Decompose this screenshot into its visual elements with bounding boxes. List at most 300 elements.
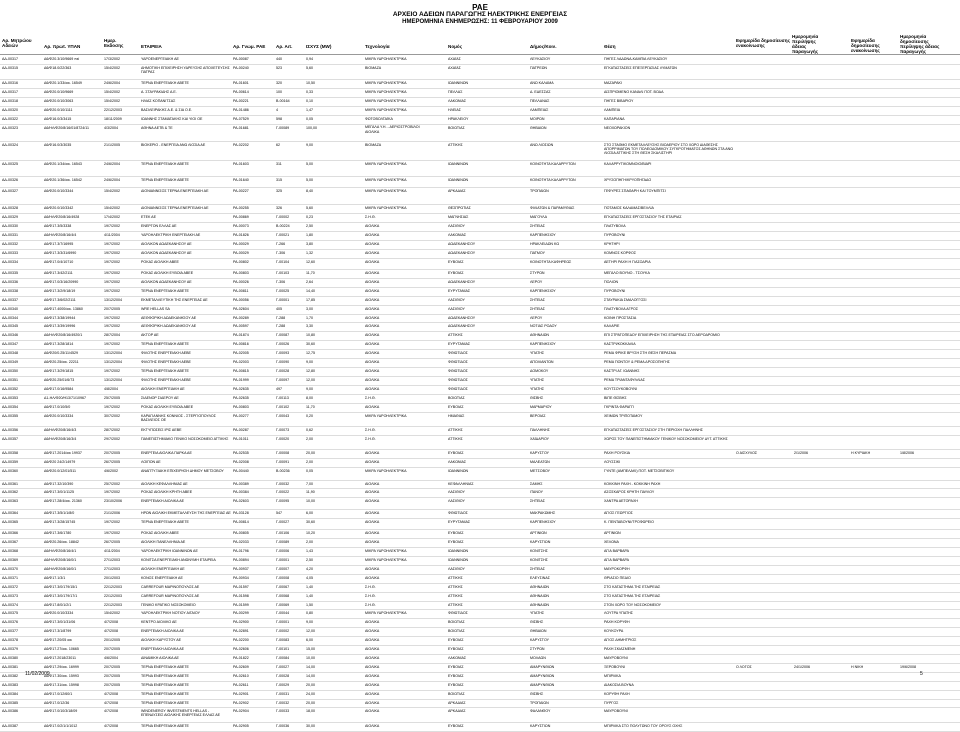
table-cell-c1: ΑΔ-00380 [2, 656, 18, 660]
table-cell-c3: 20/7/2005 [104, 647, 120, 652]
table-cell-c5: ΡΑ-02610 [233, 673, 249, 678]
table-cell-c11: Κ. ΠΕΝΤΑΒΟΥΝΙ/ΤΡΟΦΩΡΕΙΟ [604, 519, 654, 524]
table-cell-c6: Γ-00001 [276, 297, 290, 302]
table-row [0, 628, 960, 637]
table-cell-c3: 15/4/2002 [104, 65, 120, 70]
table-cell-c4: ΡΟΚΑΣ ΑΙΟΛΙΚΗ ΕΥΒΟΙΑ ΑΒΕΕ [141, 271, 194, 276]
table-cell-c2: Δ6/Φ20.0/10/3334 [44, 611, 74, 616]
table-cell-c3: 25/7/2005 [104, 395, 120, 400]
table-cell-c6: 497 [276, 386, 282, 391]
table-row [0, 377, 960, 386]
table-cell-c1: ΑΔ-00382 [2, 673, 18, 678]
table-cell-c8: Σ.Η.Θ. [365, 602, 376, 607]
table-cell-c3: 4/7/2008 [104, 620, 118, 625]
table-cell-c4: ΔΙΟΝΙΑΝΝΙΣΟΣ ΤΕΡΝΑ ΕΝΕΡΓΕΙΑΚΗ ΑΕ [141, 206, 209, 211]
table-cell-c1: ΑΔ-00373 [2, 593, 18, 598]
table-cell-c3: 19/7/2002 [104, 279, 120, 284]
table-cell-c9: ΕΥΒΟΙΑΣ [448, 259, 464, 264]
table-cell-c7: 10,00 [306, 499, 315, 504]
table-cell-c4: ΤΕΡΝΑ ΕΝΕΡΓΕΙΑΚΗ ΑΒΕΤΕ [141, 369, 189, 374]
table-cell-c8: ΑΙΟΛΙΚΑ [365, 566, 380, 571]
table-cell-c8: ΑΙΟΛΙΚΑ [365, 700, 380, 705]
table-cell-c5: ΡΑ-01599 [233, 602, 249, 607]
table-cell-c4: ΠΑΝΕΠΙΣΤΗΜΙΑΚΟ ΓΕΝΙΚΟ ΝΟΣΟΚΟΜΕΙΟ ΑΤΤΙΚΗΣ [141, 436, 229, 441]
table-cell-c3: 23/10/2006 [104, 499, 122, 504]
table-cell-c2: Δ6/Φ20.0/10/1111 [44, 108, 73, 113]
table-cell-c3: 4/7/2008 [104, 723, 118, 728]
table-cell-c6: Γ-00028 [276, 369, 290, 374]
table-cell-c1: ΑΔ-00316 [2, 81, 18, 86]
table-cell-c3: 17/3/2002 [104, 57, 120, 61]
table-row [0, 323, 960, 332]
table-cell-c4: ΛΟΙΠΟΝ ΑΕ [141, 459, 161, 464]
table-cell-c6: Γ-00103 [276, 271, 290, 276]
table-cell-c3: 19/7/2002 [104, 250, 120, 255]
table-cell-c2: Δ6/Φ17.29/οικ. 16999 [44, 664, 79, 669]
table-cell-c3: 4/3/2004 [104, 125, 118, 130]
table-cell-c6: Γ-306 [276, 279, 286, 284]
table-cell-c1: ΑΔ-00362 [2, 490, 18, 495]
table-cell-c5: ΡΑ-02611 [233, 682, 249, 687]
table-cell-c9: ΘΕΣΠΡΩΤΙΑΣ [448, 206, 471, 211]
table-cell-c11: ΚΑΛΑΡΙΕ [604, 324, 620, 329]
table-cell-c11: ΚΟΥΚΟΥΡΑ [604, 629, 624, 634]
table-cell-c10: ΥΠΑΤΗΣ [530, 611, 545, 616]
table-row [0, 637, 960, 646]
table-cell-c10: ΑΜΑΡΥΝΘΙΩΝ [530, 664, 555, 669]
table-cell-c3: 22/12/2003 [104, 108, 122, 113]
table-cell-c9: ΗΜΑΘΙΑΣ [448, 413, 465, 418]
table-cell-c3: 13/12/2004 [104, 297, 122, 302]
table-cell-c2: Δ6/Φ20.25/οικ. 22211 [44, 360, 79, 365]
table-cell-c2: Δ6/ΗΛ/Φ20/8/16/3/4 [44, 436, 77, 441]
table-cell-c8: ΜΙΚΡΑ ΥΔΡΟΗΛΕΚΤΡΙΚΑ [365, 189, 407, 194]
table-cell-c8: ΑΙΟΛΙΚΑ [365, 360, 380, 365]
table-cell-c6: Γ-00022 [276, 490, 290, 495]
table-row [0, 315, 960, 324]
table-cell-c10: ΘΗΒΑΙΩΝ [530, 629, 547, 634]
table-cell-c9: ΑΡΚΑΔΙΑΣ [448, 700, 466, 705]
table-cell-c1: ΑΔ-00377 [2, 629, 18, 634]
table-cell-c2: Δ1-ΗΛ/Φ20/Η13/71/10967 [44, 395, 87, 400]
table-cell-c6: Γ-00089 [276, 540, 290, 545]
table-cell-c5: ΡΑ-00227 [233, 189, 249, 194]
table-cell-c7: 2,00 [306, 540, 313, 545]
table-cell-c8: ΑΙΟΛΙΚΑ [365, 241, 380, 246]
column-header-protocol: Αρ. πρωτ. ΥΠΑΝ [44, 44, 81, 49]
table-row [0, 530, 960, 539]
table-row [0, 610, 960, 619]
table-cell-c7: 5,60 [306, 206, 313, 211]
table-cell-c4: ΑΙΟΛΙΚΗ ΚΑΡΥΣΤΟΥ ΑΕ [141, 638, 182, 643]
table-cell-c9: ΑΤΤΙΚΗΣ [448, 593, 463, 598]
table-cell-c3: 26/7/2005 [104, 459, 120, 464]
table-cell-c11: ΠΟΤΑΜΟΣ ΚΑΛΑΜΑΣ/ΒΕΛΛΙΑ [604, 206, 654, 211]
table-cell-c9: ΕΥΒΟΙΑΣ [448, 638, 464, 643]
table-cell-c3: 4/6/2004 [104, 656, 118, 660]
table-cell-c5: ΡΑ-00869 [233, 214, 249, 219]
table-cell-c9: ΒΟΙΩΤΙΑΣ [448, 125, 465, 130]
table-cell-c11: ΣΤΟ ΚΑΤΑΣΤΗΜΑ ΤΗΣ ΕΤΑΙΡΕΙΑΣ [604, 593, 661, 598]
table-row [0, 395, 960, 404]
table-cell-c11: ΠΥΡΓΟΣ [604, 700, 619, 705]
table-cell-c5: ΡΑ-00073 [233, 223, 249, 228]
table-cell-c4: ΑΙΟΛΙΚΟΝ ΔΩΔΕΚΑΝΗΣΟΥ ΑΕ [141, 241, 192, 246]
table-cell-c10: ΑΘΗΝΑΙΩΝ [530, 593, 549, 598]
table-cell-c7: 0,05 [306, 117, 313, 122]
table-cell-c2: Δ6/Φ17.0/12/60/1 [44, 691, 73, 696]
table-cell-c3: 22/12/2003 [104, 602, 122, 607]
table-cell-c7: 0,62 [306, 427, 313, 432]
table-cell-c9: ΛΑΣΙΘΙΟΥ [448, 297, 465, 302]
table-cell-c1: ΑΔ-00381 [2, 664, 18, 669]
table-cell-c6: Γ-00008 [276, 450, 290, 455]
table-cell-c4: ΚΟΝΙΤΣΑ ΕΝΕΡΓΕΙΑΚΗ ΑΝΩΝΥΜΗ ΕΤΑΙΡΕΙΑ [141, 558, 216, 563]
table-cell-c8: ΜΙΚΡΑ ΥΔΡΟΗΛΕΚΤΡΙΚΑ [365, 206, 407, 211]
table-cell-c2: Δ6/Φ17.0/12/36 [44, 700, 70, 705]
table-cell-c8: ΑΙΟΛΙΚΑ [365, 271, 380, 276]
table-row [0, 241, 960, 250]
table-row [0, 575, 960, 584]
table-cell-c3: 4/7/2008 [104, 691, 118, 696]
table-cell-c5: ΡΑ-00805 [233, 531, 249, 536]
table-cell-c6: 326 [276, 206, 282, 211]
table-cell-c11: ΑΓΙΟΣ ΓΕΩΡΓΙΟΣ [604, 510, 633, 515]
table-cell-c9: ΑΤΤΙΚΗΣ [448, 427, 463, 432]
table-cell-c7: 9,00 [306, 360, 313, 365]
table-cell-c9: ΗΛΕΙΑΣ [448, 108, 462, 113]
table-cell-c8: ΑΙΟΛΙΚΑ [365, 575, 380, 580]
table-cell-c9: ΛΑΣΙΘΙΟΥ [448, 499, 465, 504]
table-cell-c6: Γ-00113 [276, 395, 289, 400]
table-row [0, 270, 960, 279]
table-cell-c2: Δ6/Φ17.3/1/8799 [44, 629, 72, 634]
table-row [0, 205, 960, 214]
table-cell-c10: ΘΙΣΒΗΣ [530, 395, 544, 400]
table-cell-c10: ΚΟΙΝΟΤΗΤΑ ΚΑΛΑΡΡΥΤΩΝ [530, 162, 576, 167]
table-cell-c2: Δ6/Φ17.3/0/179/17/1 [44, 593, 78, 598]
table-cell-c6: Γ-266 [276, 241, 286, 246]
table-cell-c2: Δ6/Φ20.0/10/3334 [44, 413, 74, 418]
table-cell-c1: ΑΔ-00369 [2, 558, 18, 563]
table-cell-c5: ΡΑ-02609 [233, 664, 249, 669]
table-cell-c6: 325 [276, 189, 282, 194]
table-cell-c11: ΑΓΙΟΣ ΔΗΜΗΤΡΙΟΣ [604, 638, 637, 643]
table-cell-c13: 24/1/2006 [794, 664, 810, 669]
table-cell-c3: 20/7/2005 [104, 450, 120, 455]
table-cell-c7: 30,60 [306, 342, 315, 347]
table-cell-c6: Γ-00025 [276, 288, 290, 293]
table-cell-c7: 8,00 [306, 395, 313, 400]
table-cell-c1: ΑΔ-00367 [2, 540, 18, 545]
table-cell-c2: Δ6/Φ17.0/2/1/1/1012 [44, 723, 78, 728]
table-cell-c1: ΑΔ-00357 [2, 436, 18, 441]
table-cell-c5: ΡΑ-00803 [233, 271, 249, 276]
table-cell-c10: ΛΕΥΚΑΣΙΟΥ [530, 57, 551, 61]
table-cell-c8: ΑΙΟΛΙΚΑ [365, 450, 380, 455]
table-cell-c11: ΚΡΗΤΗΡΙ [604, 241, 620, 246]
table-cell-c8: ΑΙΟΛΙΚΑ [365, 519, 380, 524]
column-header-location: Θέση [604, 44, 616, 49]
table-cell-c11: ΡΑΧΗ ΚΟΡΥΦΗ [604, 620, 630, 625]
table-cell-c4: ΑΕΘΦΟΡΙΚΗ ΔΩΔΕΚΑΝΗΣΟΥ ΑΕ [141, 315, 197, 320]
table-cell-c8: ΑΙΟΛΙΚΑ [365, 377, 380, 382]
table-cell-c8: ΑΙΟΛΙΚΑ [365, 499, 380, 504]
table-cell-c9: ΕΥΒΟΙΑΣ [448, 723, 464, 728]
table-row [0, 98, 960, 107]
table-cell-c6: Γ-00043 [276, 413, 290, 418]
table-cell-c10: ΚΟΝΙΤΣΗΣ [530, 558, 548, 563]
table-cell-c9: ΦΘΙΩΤΙΔΟΣ [448, 351, 468, 356]
table-cell-c4: ΤΕΡΝΑ ΕΝΕΡΓΕΙΑΚΗ ΑΒΕΤΕ [141, 664, 189, 669]
table-cell-c8: ΑΙΟΛΙΚΑ [365, 510, 380, 515]
table-cell-c2: Δ6/Φ20.0/10/3342 [44, 206, 74, 211]
table-cell-c2: Δ6/Φ20.0/10/9669 [44, 90, 74, 95]
table-cell-c5: ΡΑ-00277 [233, 413, 249, 418]
table-cell-c10: ΗΡΑΚΛΕΙΔΩΝ ΚΩ [530, 241, 560, 246]
table-cell-c9: ΦΘΙΩΤΙΔΟΣ [448, 360, 468, 365]
table-cell-c10: ΑΜΑΡΥΝΘΙΩΝ [530, 682, 555, 687]
table-cell-c9: ΕΥΒΟΙΑΣ [448, 673, 464, 678]
table-cell-c10: ΣΗΤΕΙΑΣ [530, 223, 546, 228]
table-cell-c3: 4/7/2008 [104, 709, 118, 714]
table-cell-c10: ΣΗΤΕΙΑΣ [530, 297, 546, 302]
table-cell-c10: ΜΑΓΟΥΛΑ [530, 214, 547, 219]
table-cell-c2: Δ6/Φ17.0/10/3/18/09 [44, 709, 78, 714]
table-cell-c2: Δ6/Φ17.2018/23011 [44, 656, 76, 660]
table-cell-c9: ΑΤΤΙΚΗΣ [448, 142, 463, 147]
table-cell-c4: ΡΟΚΑΣ ΑΙΟΛΙΚΗ ΚΡΗΤΗ ΑΒΕΕ [141, 490, 193, 495]
table-cell-c11: ΘΡΙΑΣΙΟ ΠΕΔΙΟ [604, 575, 631, 580]
table-cell-c11: ΡΕΜΑ ΠΟΝΤΟΥ & ΡΕΜΑ ΔΡΟΣΟΠΗΓΗΣ [604, 360, 670, 365]
table-cell-c2: Δ6/Φ17.3/29/1815 [44, 369, 74, 374]
table-cell-c8: ΜΙΚΡΑ ΥΔΡΟΗΛΕΚΤΡΙΚΑ [365, 177, 407, 182]
table-cell-c7: 1,32 [306, 250, 313, 255]
table-row [0, 89, 960, 98]
table-cell-c11: ΔΙΑΚΟΣΙΑ ΒΟΥΝΑ [604, 682, 634, 687]
table-cell-c6: Γ-00104 [276, 259, 290, 264]
table-cell-c3: 4/8/2004 [104, 386, 118, 391]
table-cell-c9: ΦΘΙΩΤΙΔΟΣ [448, 369, 468, 374]
table-row [0, 116, 960, 125]
table-cell-c11: ΕΓΚΑΤΑΣΤΑΣΕΙΣ ΕΡΓΟΣΤΑΣΙΟΥ ΣΤΗ ΠΕΡΙΟΧΗ ΠΑΛΛΗΝΗΣ [604, 427, 703, 432]
table-cell-c6: Γ-00084 [276, 656, 290, 660]
column-header-date-1: Ημερομηνία περιλήψης άδειας παραγωγής [792, 34, 819, 54]
table-cell-c3: 28/7/2002 [104, 427, 120, 432]
table-cell-c1: ΑΔ-00318 [2, 99, 18, 104]
table-cell-c7: 1,50 [306, 602, 313, 607]
table-cell-c5: ΡΑ-00056 [233, 297, 249, 302]
table-cell-c13: 2/1/2006 [794, 450, 808, 455]
table-cell-c4: ΥΔΡΟΕΝΕΡΓΕΙΑΚΗ ΑΕ [141, 57, 179, 61]
table-cell-c8: Σ.Η.Θ. [365, 584, 376, 589]
table-cell-c1: ΑΔ-00315 [2, 65, 18, 70]
table-cell-c10: ΛΕΡΟΥ [530, 279, 543, 284]
table-cell-c9: ΔΩΔΕΚΑΝΗΣΟΥ [448, 241, 476, 246]
table-cell-c8: ΜΙΚΡΑ ΥΔΡΟΗΛΕΚΤΡΙΚΑ [365, 413, 407, 418]
table-cell-c1: ΑΔ-00328 [2, 206, 18, 211]
table-cell-c7: 20,00 [306, 700, 315, 705]
table-cell-c11: ΧΡΥΣΟΠΗΓΗ/ΚΡΥΟΠΗΓΑΔΟ [604, 177, 652, 182]
table-cell-c9: ΛΑΣΙΘΙΟΥ [448, 490, 465, 495]
table-cell-c6: Γ-288 [276, 315, 286, 320]
table-cell-c3: 19/7/2002 [104, 490, 120, 495]
table-cell-c11: ΜΠΙΡΛΙΚΑ ΣΤΟ ΠΟΛΥΓΩΝΟ ΤΟΥ ΟΡΟΥΣ ΟΧΗΣ [604, 723, 683, 728]
table-cell-c9: ΑΤΤΙΚΗΣ [448, 333, 463, 338]
table-cell-c2: Δ6/Φ20.0/12/01/511 [44, 468, 76, 473]
table-row [0, 188, 960, 205]
table-row [0, 481, 960, 490]
table-cell-c8: ΑΙΟΛΙΚΑ [365, 342, 380, 347]
table-cell-c6: Γ-00091 [276, 459, 290, 464]
table-cell-c5: ΡΑ-01598 [233, 593, 249, 598]
table-cell-c2: Δ6/Φ17.3/0/1/1125 [44, 490, 74, 495]
table-cell-c10: ΥΠΑΤΗΣ [530, 377, 545, 382]
table-cell-c5: ΡΑ-01603 [233, 162, 249, 167]
table-cell-c1: ΑΔ-00370 [2, 566, 18, 571]
table-cell-c8: ΜΙΚΡΑ ΥΔΡΟΗΛΕΚΤΡΙΚΑ [365, 81, 407, 86]
table-cell-c8: ΑΙΟΛΙΚΑ [365, 250, 380, 255]
table-cell-c6: Β-00236 [276, 468, 290, 473]
table-cell-c6: Γ-00087 [276, 333, 290, 338]
table-cell-c3: 20/7/2005 [104, 664, 120, 669]
table-cell-c7: 14,00 [306, 664, 315, 669]
table-cell-c8: ΑΙΟΛΙΚΑ [365, 638, 380, 643]
table-row [0, 359, 960, 368]
table-cell-c4: ΓΕΝΙΚΟ ΚΡΑΤΙΚΟ ΝΟΣΟΚΟΜΕΙΟ [141, 602, 196, 607]
table-cell-c5: ΡΑ-01011 [233, 436, 249, 441]
table-cell-c5: ΡΑ-00934 [233, 575, 249, 580]
table-row [0, 602, 960, 611]
table-cell-c2: Δ6/Φ20 24/2/14979 [44, 459, 76, 464]
table-cell-c8: ΑΙΟΛΙΚΑ [365, 620, 380, 625]
table-cell-c1: ΑΔ-00363 [2, 499, 18, 504]
table-cell-c6: Γ-00002 [276, 629, 290, 634]
table-cell-c4: ΔΗΜΟΤΙΚΗ ΕΠΙΧΕΙΡΗΣΗ ΥΔΡΕΥΣΗΣ ΑΠΟΧΕΤΕΥΣΗΣ ΠΑΤΡΑΣ [141, 65, 230, 74]
table-cell-c12: Ο ΛΟΓΟΣ [736, 664, 752, 669]
table-cell-c3: 19/7/2002 [104, 259, 120, 264]
table-cell-c4: ΦΙΛΟΤΗΣ ΕΝΕΡΓΕΙΑΚΗ ΑΕΒΕ [141, 360, 191, 365]
table-cell-c9: ΛΑΚΩΝΙΑΣ [448, 656, 467, 660]
table-cell-c4: ΤΕΡΝΑ ΕΝΕΡΓΕΙΑΚΗ ΑΒΕΤΕ [141, 177, 189, 182]
table-cell-c1: ΑΔ-00346 [2, 333, 18, 338]
table-cell-c5: ΡΑ-02202 [233, 142, 249, 147]
table-cell-c9: ΛΑΚΩΝΙΑΣ [448, 459, 467, 464]
table-cell-c3: 20/7/2005 [104, 682, 120, 687]
table-cell-c5: ΡΑ-00811 [233, 288, 249, 293]
table-cell-c4: CARREFOUR ΜΑΡΙΝΟΠΟΥΛΟΣ ΑΕ [141, 584, 200, 589]
table-cell-c1: ΑΔ-00338 [2, 288, 18, 293]
table-cell-c7: 1,43 [306, 549, 313, 554]
table-cell-c2: Δ6/Φ17.3/2/9/18/19 [44, 288, 76, 293]
table-cell-c8: ΜΙΚΡΑ ΥΔΡΟΗΛΕΚΤΡΙΚΑ [365, 90, 407, 95]
table-cell-c10: ΑΜΑΡΥΝΘΙΩΝ [530, 673, 555, 678]
table-cell-c4: ΡΟΚΑΣ ΑΙΟΛΙΚΗ ΑΒΕΕ [141, 259, 179, 264]
table-cell-c2: Δ6/ΗΛ/Φ20/8/16/4/3 [44, 427, 77, 432]
table-cell-c2: Δ6/Φ17.3/0/1/31/06 [44, 620, 76, 625]
table-cell-c9: ΑΤΤΙΚΗΣ [448, 584, 463, 589]
table-cell-c11: ΣΤΟ ΣΤΑΘΜΟ ΕΚΜΕΤΑΛΛΕΥΣΗΣ ΒΙΟΑΕΡΙΟΥ ΣΤΟ ΧΩΡΟ ΔΙΑΘΕΣΗΣ ΑΠΟΡΡΙΜΑΤΩΝ ΤΟΥ ΠΟΛΕΟΔΟΜΙΚΟΥ ΣΥΓΚΡΟΤΗΜΑΤΟΣ ΑΘΗΝΩΝ ΣΤΑ ΑΝΩ ΛΙΟΣΙΑ ΑΤΤΙΚΗΣ ΣΤΗ ΘΕΣΗ ΣΚΑΛΙΣΤΗΡΙ [604, 142, 733, 155]
table-cell-c3: 19/7/2002 [104, 288, 120, 293]
table-cell-c6: Γ-00044 [276, 611, 290, 616]
table-cell-c10: ΚΑΡΠΕΝΗΣΙΟΥ [530, 342, 556, 347]
table-cell-c1: ΑΔ-00332 [2, 241, 18, 246]
table-cell-c4: ΥΔΡΟΗΛΕΚΤΡΙΚΗ ΕΝΕΡΓΕΙΑΚΗ ΑΕ [141, 232, 201, 237]
table-cell-c7: 2,50 [306, 223, 313, 228]
table-cell-c4: ΗΛΙΑΣ ΚΟΠΑΝΙΤΣΑΣ [141, 99, 176, 104]
table-cell-c6: Γ-00021 [276, 232, 290, 237]
table-cell-c6: Γ-00002 [276, 214, 290, 219]
table-cell-c2: Δ6/ΗΛ/Φ20/8/16/4928 [44, 214, 80, 219]
table-cell-c6: Γ-00069 [276, 602, 290, 607]
table-row [0, 368, 960, 377]
table-cell-c7: 4,20 [306, 566, 313, 571]
table-cell-c7: 1,80 [306, 232, 313, 237]
table-row [0, 655, 960, 664]
table-cell-c6: Γ-00008 [276, 575, 290, 580]
table-cell-c3: 19/7/2002 [104, 223, 120, 228]
table-cell-c2: Δ6/Φ17.30/οικ. 15993 [44, 673, 79, 678]
table-cell-c5: ΡΑ-01796 [233, 549, 249, 554]
table-cell-c3: 15/4/2002 [104, 99, 120, 104]
column-header-newspaper-2: Εφημερίδα δημοσίευσης ενακοίνωσης [851, 38, 880, 53]
table-cell-c10: ΛΕΡΟΥ [530, 315, 543, 320]
table-cell-c1: ΑΔ-00320 [2, 108, 18, 113]
table-cell-c4: ΤΕΡΝΑ ΕΝΕΡΓΕΙΑΚΗ ΑΒΕΤΕ [141, 81, 189, 86]
table-cell-c4: ΒΙΟΚΕΡΙΟ - ΕΝΕΡΓΕΙΑ ΑΝΩ ΛΙΟΣΙΑ ΑΕ [141, 142, 206, 147]
table-cell-c9: ΛΑΣΙΘΙΟΥ [448, 223, 465, 228]
table-cell-c5: ΡΑ-02603 [233, 499, 249, 504]
table-cell-c7: 0,94 [306, 57, 313, 61]
table-cell-c7: 2,00 [306, 459, 313, 464]
table-cell-c9: ΔΩΔΕΚΑΝΗΣΟΥ [448, 250, 476, 255]
table-cell-c10: ΘΙΣΒΗΣ [530, 691, 544, 696]
table-cell-c8: ΑΙΟΛΙΚΑ [365, 691, 380, 696]
table-cell-c3: 21/1/2005 [104, 142, 120, 147]
table-cell-c5: ΡΑ-02604 [233, 306, 249, 311]
table-cell-c2: Δ6/Φ17.0/4/10710 [44, 259, 74, 264]
table-cell-c5: ΡΑ-00894 [233, 558, 249, 563]
table-cell-c11: ΜΑΥΡΟΒΟΥΝΙ [604, 656, 628, 660]
table-cell-c4: ΤΕΡΝΑ ΕΝΕΡΓΕΙΑΚΗ ΑΒΕΤΕ [141, 342, 189, 347]
table-cell-c11: ΑΣΟΣΚΑΡΟΣ ΚΡΗΤΗ ΠΑΥΛΟΥ [604, 490, 655, 495]
table-cell-c3: 20/7/2005 [104, 673, 120, 678]
table-cell-c1: ΑΔ-00350 [2, 369, 18, 374]
table-cell-c2: Δ6/Φ17.0/16/9584 [44, 386, 74, 391]
table-cell-c9: ΚΕΦΑΛΛΗΝΙΑΣ [448, 481, 474, 486]
table-cell-c9: ΕΥΒΟΙΑΣ [448, 664, 464, 669]
table-cell-c5: ΡΑ-00240 [233, 65, 249, 70]
table-cell-c5: ΡΑ-00255 [233, 206, 249, 211]
table-cell-c7: 0,33 [306, 90, 313, 95]
table-cell-c1: ΑΔ-00361 [2, 481, 18, 486]
table-cell-c10: ΚΟΝΙΤΣΗΣ [530, 549, 548, 554]
table-cell-c11: ΓΚΡΙΝΤΑ ΦΑΡΑΓΓΙ [604, 404, 635, 409]
table-cell-c7: 10,50 [306, 81, 315, 86]
table-cell-c5: ΡΑ-01486 [233, 108, 249, 113]
table-cell-c10: ΣΗΤΕΙΑΣ [530, 566, 546, 571]
table-cell-c11: ΧΕΛΩΝΑ [604, 540, 619, 545]
table-cell-c6: 598 [276, 117, 282, 122]
table-cell-c6: 320 [276, 81, 282, 86]
table-cell-c8: ΑΙΟΛΙΚΑ [365, 315, 380, 320]
table-cell-c1: ΑΔ-00385 [2, 700, 18, 705]
table-row [0, 593, 960, 602]
table-cell-c11: ΔΙΣΠΡΙΟΜΕΝΟ ΚΑΝΑΛΙ ΠΟΤ. ΒΟΔΑ [604, 90, 664, 95]
table-row [0, 708, 960, 722]
table-cell-c1: ΑΔ-00330 [2, 223, 18, 228]
table-cell-c5: ΡΑ-02535 [233, 450, 249, 455]
